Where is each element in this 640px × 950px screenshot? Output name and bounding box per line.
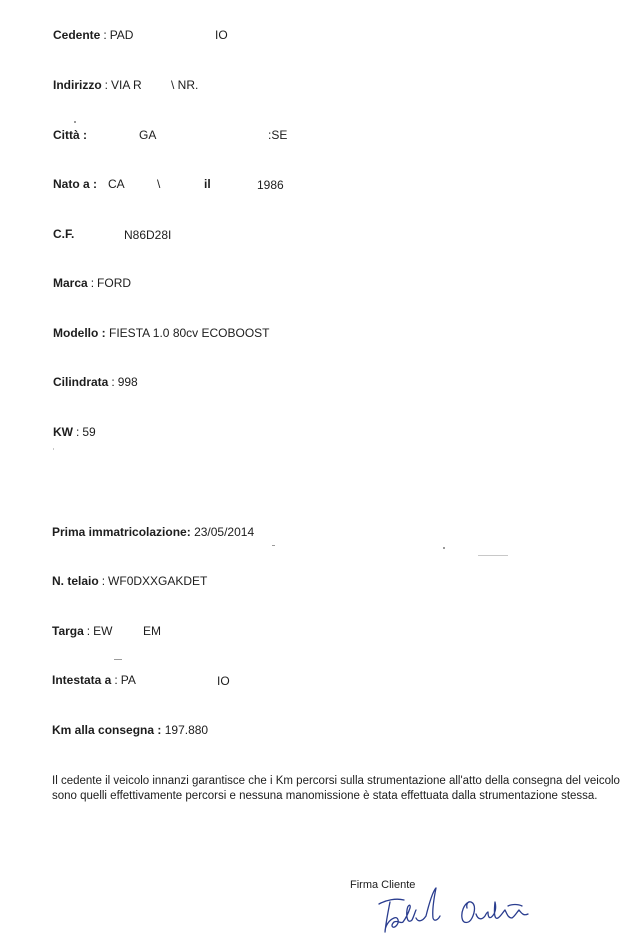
citta-value-part2: :SE <box>268 128 288 142</box>
handwritten-signature <box>370 878 570 938</box>
km-consegna-row <box>52 723 208 737</box>
targa-value-part2: EM <box>143 624 161 638</box>
nato-a-row <box>53 177 97 191</box>
marca-row <box>53 276 131 290</box>
firma-cliente-label: Firma Cliente <box>350 879 416 891</box>
citta-value-part1: GA <box>139 128 157 142</box>
kw-label: KW <box>53 425 73 439</box>
indirizzo-label: Indirizzo <box>53 78 102 92</box>
scan-speck <box>478 555 508 556</box>
nato-year: 1986 <box>257 178 284 192</box>
modello-value: FIESTA 1.0 80cv ECOBOOST <box>109 326 270 340</box>
telaio-row <box>52 574 207 588</box>
nato-il-label: il <box>204 177 211 191</box>
prima-immatricolazione-label: Prima immatricolazione: <box>52 525 191 539</box>
km-consegna-value: 197.880 <box>164 723 209 737</box>
citta-label: Città : <box>53 128 87 142</box>
intestata-a-value-part1: PA <box>120 673 136 687</box>
kw-row <box>53 425 96 439</box>
cilindrata-row <box>53 375 138 389</box>
scan-speck <box>272 545 275 546</box>
cf-label: C.F. <box>53 227 75 241</box>
prima-immatricolazione-value: 23/05/2014 <box>194 525 255 539</box>
cedente-label: Cedente <box>53 28 101 42</box>
kw-separator: : <box>76 425 80 439</box>
citta-row <box>53 128 87 142</box>
scan-speck <box>74 121 76 123</box>
km-consegna-label: Km alla consegna : <box>52 723 162 737</box>
cilindrata-value: 998 <box>117 375 138 389</box>
modello-row <box>53 326 270 340</box>
indirizzo-row <box>53 78 142 92</box>
indirizzo-value-part1: VIA R <box>111 78 142 92</box>
nato-a-value-part1: CA <box>108 177 125 191</box>
targa-separator: : <box>86 624 91 638</box>
telaio-label: N. telaio <box>52 574 99 588</box>
prima-immatricolazione-row <box>52 525 254 539</box>
cedente-row <box>53 28 133 42</box>
cf-row <box>53 227 74 241</box>
kw-value: 59 <box>82 425 96 439</box>
targa-label: Targa <box>52 624 84 638</box>
scan-speck <box>443 547 445 549</box>
nato-a-value-part2: \ <box>157 177 161 191</box>
scan-speck <box>114 659 122 660</box>
telaio-separator: : <box>101 574 106 588</box>
cf-value: N86D28I <box>124 228 172 242</box>
targa-row <box>52 624 112 638</box>
scan-speck <box>53 448 54 450</box>
cilindrata-label: Cilindrata <box>53 375 109 389</box>
cedente-separator: : <box>103 28 107 42</box>
indirizzo-value-part2: \ NR. <box>171 78 199 92</box>
indirizzo-separator: : <box>104 78 109 92</box>
targa-value-part1: EW <box>93 624 113 638</box>
marca-label: Marca <box>53 276 88 290</box>
modello-label: Modello : <box>53 326 106 340</box>
nato-a-label: Nato a : <box>53 177 98 191</box>
cedente-value-part1: PAD <box>109 28 134 42</box>
intestata-a-label: Intestata a <box>52 673 112 687</box>
intestata-a-separator: : <box>114 673 118 687</box>
cilindrata-separator: : <box>111 375 115 389</box>
warranty-clause: Il cedente il veicolo innanzi garantisce che i Km percorsi sulla strumentazione all'atto della consegna del veicolo sono quelli effettivamente percorsi e nessuna manomissione è stata effettuata dalla strumentazione stessa. <box>52 775 620 802</box>
telaio-value: WF0DXXGAKDET <box>108 574 208 588</box>
cedente-value-part2: IO <box>215 28 228 42</box>
intestata-a-row <box>52 673 136 687</box>
marca-value: FORD <box>97 276 132 290</box>
intestata-a-value-part2: IO <box>217 674 230 688</box>
marca-separator: : <box>90 276 95 290</box>
